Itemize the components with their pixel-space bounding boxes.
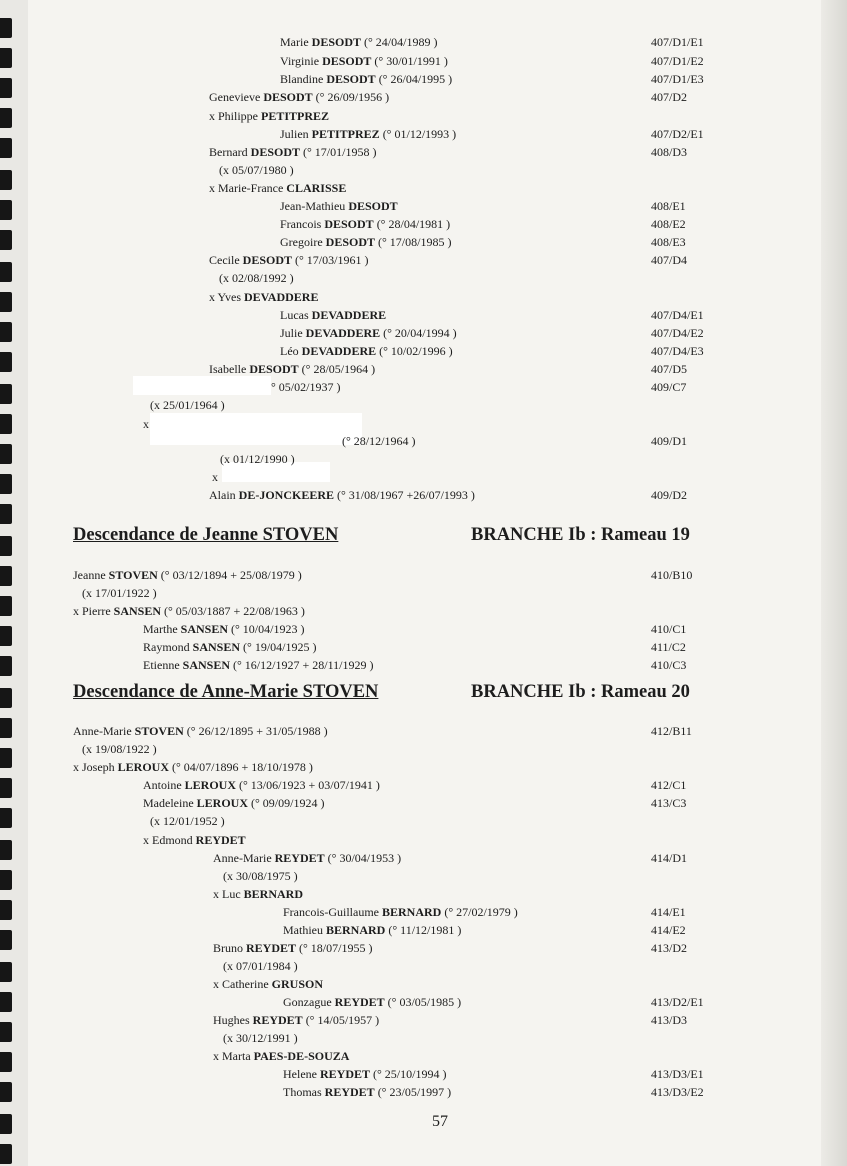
entry-given-name: x Philippe (209, 109, 262, 123)
binding-hole (0, 78, 12, 98)
genealogy-entry (73, 568, 302, 582)
entry-code: 410/B10 (651, 568, 693, 582)
page-number: 57 (432, 1113, 448, 1130)
entry-surname: SANSEN (192, 640, 241, 654)
entry-code: 413/D2/E1 (651, 995, 704, 1009)
entry-given-name: Antoine (143, 778, 185, 792)
entry-given-name: Julien (280, 127, 312, 141)
entry-given-name: x Pierre (73, 604, 114, 618)
entry-given-name: x Yves (209, 290, 245, 304)
entry-given-name: Marie (280, 35, 312, 49)
genealogy-entry (143, 796, 324, 810)
entry-surname: REYDET (246, 941, 297, 955)
genealogy-entry (213, 1049, 349, 1063)
entry-surname: DEVADDERE (311, 308, 387, 322)
binding-hole (0, 200, 12, 220)
entry-code: 413/D2 (651, 941, 687, 955)
entry-given-name: Jean-Mathieu (280, 199, 349, 213)
binding-hole (0, 352, 12, 372)
entry-dates: (° 16/12/1927 + 28/11/1929 ) (230, 658, 374, 672)
entry-code: 413/C3 (651, 796, 687, 810)
document-page (28, 0, 828, 1166)
entry-code: 414/D1 (651, 851, 687, 865)
entry-given-name: Léo (280, 344, 302, 358)
entry-surname: DEVADDERE (301, 344, 377, 358)
entry-given-name: Anne-Marie (213, 851, 275, 865)
entry-surname: REYDET (274, 851, 325, 865)
entry-code: 413/D3 (651, 1013, 687, 1027)
binding-hole (0, 656, 12, 676)
genealogy-entry (280, 127, 456, 141)
entry-dates: (° 26/04/1995 ) (375, 72, 453, 86)
entry-given-name: x Joseph (73, 760, 118, 774)
entry-given-name: x Edmond (143, 833, 196, 847)
binding-hole (0, 444, 12, 464)
genealogy-entry (73, 760, 313, 774)
binding-hole (0, 596, 12, 616)
entry-surname: REYDET (319, 1067, 370, 1081)
binding-hole (0, 108, 12, 128)
redacted-area (133, 376, 271, 395)
entry-given-name: Hughes (213, 1013, 253, 1027)
entry-surname: DESODT (242, 253, 293, 267)
entry-code: 407/D4/E2 (651, 326, 704, 340)
binding-hole (0, 262, 12, 282)
entry-surname: STOVEN (108, 568, 158, 582)
entry-surname: DESODT (325, 235, 376, 249)
entry-code: 407/D1/E1 (651, 35, 704, 49)
genealogy-entry (143, 622, 304, 636)
entry-dates: (° 09/09/1924 ) (248, 796, 325, 810)
section-title: Descendance de Anne-Marie STOVEN (73, 682, 379, 702)
entry-given-name: Helene (283, 1067, 320, 1081)
entry-given-name: Gregoire (280, 235, 326, 249)
entry-surname: BERNARD (243, 887, 303, 901)
entry-code: 407/D4/E1 (651, 308, 704, 322)
entry-code: 413/D3/E2 (651, 1085, 704, 1099)
entry-surname: DESODT (311, 35, 362, 49)
genealogy-entry (213, 851, 401, 865)
entry-code: 407/D1/E2 (651, 54, 704, 68)
entry-surname: DESODT (324, 217, 374, 231)
genealogy-entry (209, 290, 318, 304)
genealogy-entry (143, 833, 246, 847)
genealogy-entry (209, 362, 375, 376)
entry-surname: PETITPREZ (261, 109, 330, 123)
entry-code: 409/D2 (651, 488, 687, 502)
entry-code: 407/D4 (651, 253, 687, 267)
entry-dates: (° 13/06/1923 + 03/07/1941 ) (236, 778, 380, 792)
entry-dates: (° 11/12/1981 ) (385, 923, 462, 937)
entry-given-name: x Catherine (213, 977, 272, 991)
entry-given-name: Isabelle (209, 362, 250, 376)
entry-given-name: x (212, 470, 218, 484)
entry-dates: (° 31/08/1967 +26/07/1993 ) (334, 488, 475, 502)
entry-code: 413/D3/E1 (651, 1067, 704, 1081)
entry-dates: (° 04/07/1896 + 18/10/1978 ) (169, 760, 313, 774)
genealogy-entry (143, 640, 317, 654)
entry-given-name: Mathieu (283, 923, 326, 937)
entry-surname: DEVADDERE (244, 290, 319, 304)
entry-given-name: Raymond (143, 640, 193, 654)
entry-dates: (° 25/10/1994 ) (370, 1067, 447, 1081)
entry-dates: (° 28/05/1964 ) (298, 362, 376, 376)
entry-given-name: Bernard (209, 145, 251, 159)
entry-surname: DE-JONCKEERE (238, 488, 335, 502)
entry-code: 407/D2 (651, 90, 687, 104)
genealogy-entry (213, 977, 323, 991)
entry-given-name: x Marie-France (209, 181, 287, 195)
entry-given-name: x Marta (213, 1049, 254, 1063)
binding-hole (0, 414, 12, 434)
entry-surname: REYDET (334, 995, 385, 1009)
entry-code: 410/C1 (651, 622, 687, 636)
entry-surname: BERNARD (326, 923, 386, 937)
entry-surname: PAES-DE-SOUZA (253, 1049, 350, 1063)
entry-given-name: Francois-Guillaume (283, 905, 382, 919)
entry-dates: (° 05/03/1887 + 22/08/1963 ) (161, 604, 305, 618)
binding-hole (0, 18, 12, 38)
page-edge-shadow (821, 0, 847, 1166)
binding-hole (0, 778, 12, 798)
genealogy-entry (209, 488, 475, 502)
binding-hole (0, 1144, 12, 1164)
genealogy-entry (213, 887, 303, 901)
entry-surname: DESODT (250, 145, 301, 159)
binding-hole (0, 992, 12, 1012)
entry-dates: (° 26/12/1895 + 31/05/1988 ) (183, 724, 328, 738)
genealogy-entry (223, 959, 298, 973)
entry-code: 407/D4/E3 (651, 344, 704, 358)
binding-hole (0, 1052, 12, 1072)
entry-code: 408/E3 (651, 235, 686, 249)
genealogy-entry (209, 145, 376, 159)
entry-dates: (° 03/12/1894 + 25/08/1979 ) (157, 568, 302, 582)
branch-label: BRANCHE Ib : Rameau 20 (471, 682, 690, 702)
entry-given-name: Lucas (280, 308, 312, 322)
entry-surname: SANSEN (113, 604, 162, 618)
entry-given-name: (x 12/01/1952 ) (150, 814, 225, 828)
entry-code: 414/E1 (651, 905, 686, 919)
genealogy-entry (209, 253, 368, 267)
entry-given-name: x (143, 417, 149, 431)
entry-surname: CLARISSE (286, 181, 347, 195)
entry-dates: (° 26/09/1956 ) (312, 90, 390, 104)
entry-code: 408/D3 (651, 145, 687, 159)
entry-given-name: Genevieve (209, 90, 264, 104)
genealogy-entry (283, 1067, 446, 1081)
entry-dates: (° 03/05/1985 ) (384, 995, 462, 1009)
entry-given-name: Gonzague (283, 995, 335, 1009)
entry-surname: GRUSON (271, 977, 323, 991)
entry-given-name: Virginie (280, 54, 323, 68)
entry-given-name: (x 30/08/1975 ) (223, 869, 298, 883)
entry-surname: SANSEN (180, 622, 229, 636)
binding-hole (0, 900, 12, 920)
genealogy-entry (280, 308, 386, 322)
genealogy-entry (143, 417, 149, 431)
genealogy-entry (283, 1085, 451, 1099)
entry-code: 407/D1/E3 (651, 72, 704, 86)
entry-code: 410/C3 (651, 658, 687, 672)
entry-surname: LEROUX (184, 778, 237, 792)
entry-dates: (° 30/04/1953 ) (324, 851, 402, 865)
binding-hole (0, 384, 12, 404)
binding-hole (0, 962, 12, 982)
binding-hole (0, 840, 12, 860)
entry-given-name: Alain (209, 488, 239, 502)
genealogy-entry (219, 163, 294, 177)
genealogy-entry (280, 235, 451, 249)
genealogy-entry (143, 778, 380, 792)
entry-dates: (° 18/07/1955 ) (296, 941, 373, 955)
entry-code: 408/E1 (651, 199, 686, 213)
entry-code: 409/C7 (651, 380, 687, 394)
genealogy-entry (223, 1031, 298, 1045)
genealogy-entry (280, 344, 453, 358)
genealogy-entry (280, 199, 398, 213)
section-title: Descendance de Jeanne STOVEN (73, 525, 339, 545)
entry-dates: (° 19/04/1925 ) (240, 640, 317, 654)
entry-dates: (° 14/05/1957 ) (302, 1013, 380, 1027)
genealogy-entry (150, 398, 225, 412)
entry-given-name: Bruno (213, 941, 246, 955)
entry-given-name: Thomas (283, 1085, 325, 1099)
entry-surname: DESODT (263, 90, 313, 104)
genealogy-entry (220, 452, 295, 466)
entry-code: 409/D1 (651, 434, 687, 448)
genealogy-entry (342, 434, 415, 448)
entry-given-name: (x 02/08/1992 ) (219, 271, 294, 285)
entry-dates: (° 17/01/1958 ) (300, 145, 377, 159)
entry-dates: (° 17/08/1985 ) (375, 235, 452, 249)
genealogy-entry (82, 586, 157, 600)
entry-code: 412/B11 (651, 724, 692, 738)
binding-hole (0, 808, 12, 828)
genealogy-entry (280, 54, 448, 68)
entry-given-name: Marthe (143, 622, 181, 636)
binding-hole (0, 504, 12, 524)
entry-surname: DESODT (326, 72, 376, 86)
entry-given-name: (x 07/01/1984 ) (223, 959, 298, 973)
binding-hole (0, 1082, 12, 1102)
genealogy-entry (209, 109, 329, 123)
genealogy-entry (219, 271, 294, 285)
binding-hole (0, 230, 12, 250)
entry-given-name: Anne-Marie (73, 724, 135, 738)
genealogy-entry (283, 905, 518, 919)
entry-given-name: Julie (280, 326, 306, 340)
genealogy-entry (209, 181, 346, 195)
entry-given-name: Cecile (209, 253, 243, 267)
genealogy-entry (213, 1013, 379, 1027)
genealogy-entry (213, 941, 372, 955)
entry-given-name: x Luc (213, 887, 244, 901)
entry-code: 408/E2 (651, 217, 686, 231)
redacted-area (150, 413, 362, 445)
entry-given-name: (x 17/01/1922 ) (82, 586, 157, 600)
binding-hole (0, 930, 12, 950)
entry-given-name: Jeanne (73, 568, 109, 582)
binding-hole (0, 1022, 12, 1042)
entry-dates: (° 01/12/1993 ) (379, 127, 457, 141)
genealogy-entry (82, 742, 157, 756)
entry-dates: (° 10/04/1923 ) (228, 622, 305, 636)
binding-hole (0, 870, 12, 890)
binding-hole (0, 48, 12, 68)
entry-given-name: (x 30/12/1991 ) (223, 1031, 298, 1045)
entry-given-name: Madeleine (143, 796, 197, 810)
binding-hole (0, 688, 12, 708)
entry-given-name: ° 05/02/1937 ) (271, 380, 341, 394)
entry-given-name: (° 28/12/1964 ) (342, 434, 416, 448)
entry-dates: (° 17/03/1961 ) (292, 253, 369, 267)
entry-given-name: (x 19/08/1922 ) (82, 742, 157, 756)
binding-hole (0, 566, 12, 586)
entry-surname: BERNARD (381, 905, 442, 919)
entry-surname: DESODT (348, 199, 398, 213)
entry-surname: PETITPREZ (311, 127, 380, 141)
binding-hole (0, 292, 12, 312)
entry-surname: REYDET (324, 1085, 375, 1099)
entry-dates: (° 20/04/1994 ) (380, 326, 457, 340)
binding-hole (0, 626, 12, 646)
entry-surname: REYDET (252, 1013, 303, 1027)
entry-code: 414/E2 (651, 923, 686, 937)
genealogy-entry (150, 814, 225, 828)
genealogy-entry (283, 995, 461, 1009)
entry-surname: SANSEN (182, 658, 231, 672)
entry-surname: STOVEN (134, 724, 184, 738)
entry-surname: REYDET (195, 833, 246, 847)
entry-code: 412/C1 (651, 778, 687, 792)
branch-label: BRANCHE Ib : Rameau 19 (471, 525, 690, 545)
entry-given-name: Blandine (280, 72, 327, 86)
genealogy-entry (280, 217, 450, 231)
genealogy-entry (280, 35, 437, 49)
genealogy-entry (73, 724, 328, 738)
genealogy-entry (209, 90, 389, 104)
entry-dates: (° 27/02/1979 ) (441, 905, 518, 919)
binding-hole (0, 1114, 12, 1134)
entry-surname: DESODT (322, 54, 372, 68)
binding-hole (0, 138, 12, 158)
binding-hole (0, 170, 12, 190)
entry-dates: (° 30/01/1991 ) (371, 54, 448, 68)
entry-dates: (° 24/04/1989 ) (361, 35, 438, 49)
binding-hole (0, 322, 12, 342)
entry-surname: LEROUX (196, 796, 248, 810)
genealogy-entry (283, 923, 461, 937)
genealogy-entry (73, 604, 305, 618)
entry-given-name: (x 01/12/1990 ) (220, 452, 295, 466)
binding-hole (0, 718, 12, 738)
entry-dates: (° 10/02/1996 ) (376, 344, 453, 358)
entry-dates: (° 23/05/1997 ) (374, 1085, 452, 1099)
entry-surname: LEROUX (117, 760, 170, 774)
entry-code: 407/D5 (651, 362, 687, 376)
genealogy-entry (280, 72, 452, 86)
genealogy-entry (271, 380, 340, 394)
genealogy-entry (280, 326, 457, 340)
entry-given-name: Francois (280, 217, 325, 231)
binding-hole (0, 474, 12, 494)
entry-surname: DEVADDERE (305, 326, 381, 340)
genealogy-entry (223, 869, 298, 883)
entry-given-name: Etienne (143, 658, 183, 672)
entry-given-name: (x 25/01/1964 ) (150, 398, 225, 412)
entry-code: 411/C2 (651, 640, 686, 654)
entry-given-name: (x 05/07/1980 ) (219, 163, 294, 177)
entry-dates: (° 28/04/1981 ) (373, 217, 451, 231)
genealogy-entry (212, 470, 218, 484)
binding-hole (0, 748, 12, 768)
entry-surname: DESODT (249, 362, 299, 376)
genealogy-entry (143, 658, 373, 672)
binding-hole (0, 536, 12, 556)
entry-code: 407/D2/E1 (651, 127, 704, 141)
